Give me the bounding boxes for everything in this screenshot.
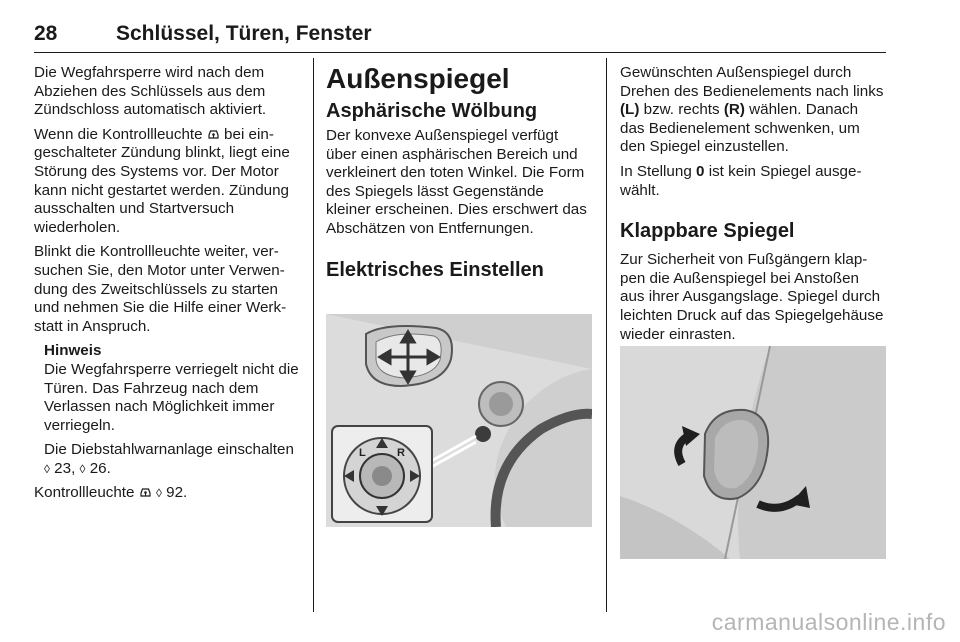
subsection-heading: Elektrisches Einstellen xyxy=(326,258,544,281)
paragraph: Zur Sicherheit von Fußgängern klappen die Außenspiegel bei Anstoßen aus ihrer Ausgangslage. Spiegel durch leichten Druck auf das Spiegelgehäuse wieder einrasten. xyxy=(620,251,884,343)
column-2 xyxy=(326,64,592,290)
page-header xyxy=(34,22,886,52)
mirror-control-illustration xyxy=(326,314,592,527)
reference-arrow-icon: ◊ xyxy=(44,461,50,476)
note-box: Hinweis Die Wegfahrsperre verriegelt nicht die Türen. Das Fahrzeug nach dem Verlassen nach Möglichkeit immer verriegeln. Die Diebstahlwarnanlage einschalten ◊ 23, ◊ 26. xyxy=(44,342,299,477)
figure-label-l: L xyxy=(359,447,366,459)
paragraph: Kontrollleuchte ◊ 92. xyxy=(34,484,188,502)
watermark: carmanualsonline.info xyxy=(711,609,946,635)
immobilizer-warning-icon xyxy=(139,487,152,498)
header-rule xyxy=(34,52,886,53)
section-heading: Außenspiegel xyxy=(326,63,510,94)
paragraph: Der konvexe Außenspiegel verfügt über einen asphärischen Bereich und verkleinert den toten Winkel. Die Form des Spiegels lässt Gegenstände kleiner erscheinen. Dies erschwert das Abschätzen von Entfernungen. xyxy=(326,127,587,237)
note-title: Hinweis xyxy=(44,342,102,360)
page-reference-link[interactable]: 23, xyxy=(54,459,76,477)
paragraph: In Stellung 0 ist kein Spiegel ausgewählt. xyxy=(620,162,862,199)
subsection-heading: Klappbare Spiegel xyxy=(620,220,795,243)
paragraph: Gewünschten Außenspiegel durch Drehen des Bedienelements nach links (L) bzw. rechts (R) wählen. Danach das Bedienelement schwenken, um den Spiegel einzustellen. xyxy=(620,64,884,156)
subsection-heading: Asphärische Wölbung xyxy=(326,100,538,122)
immobilizer-warning-icon xyxy=(207,129,220,140)
reference-arrow-icon: ◊ xyxy=(79,461,86,476)
note-text: Die Wegfahrsperre verriegelt nicht die Türen. Das Fahrzeug nach dem Verlassen nach Möglichkeit immer verriegeln. xyxy=(44,360,299,434)
paragraph: Die Wegfahrsperre wird nach dem Abziehen des Schlüssels aus dem Zündschloss automatisch aktiviert. xyxy=(34,64,267,119)
running-title: Schlüssel, Türen, Fenster xyxy=(116,22,372,45)
column-3 xyxy=(620,64,886,350)
column-1 xyxy=(34,64,300,509)
page-number: 28 xyxy=(34,22,58,45)
folding-mirror-illustration xyxy=(620,346,886,559)
paragraph: Blinkt die Kontrollleuchte weiter, versuchen Sie, den Motor unter Verwendung des Zweitschlüssels zu starten und nehmen Sie die Hilfe einer Werkstatt in Anspruch. xyxy=(34,243,287,335)
page-reference-link[interactable]: 92. xyxy=(166,484,188,502)
column-divider-2 xyxy=(606,58,607,612)
reference-arrow-icon: ◊ xyxy=(155,486,162,501)
page-reference-link[interactable]: 26. xyxy=(89,459,111,477)
paragraph: Wenn die Kontrollleuchte bei eingeschalteter Zündung blinkt, liegt eine Störung des Systems vor. Der Motor kann nicht gestartet werden. Zündung ausschalten und Startversuch wiederholen. xyxy=(34,125,290,236)
column-divider-1 xyxy=(313,58,314,612)
figure-label-r: R xyxy=(397,447,405,459)
